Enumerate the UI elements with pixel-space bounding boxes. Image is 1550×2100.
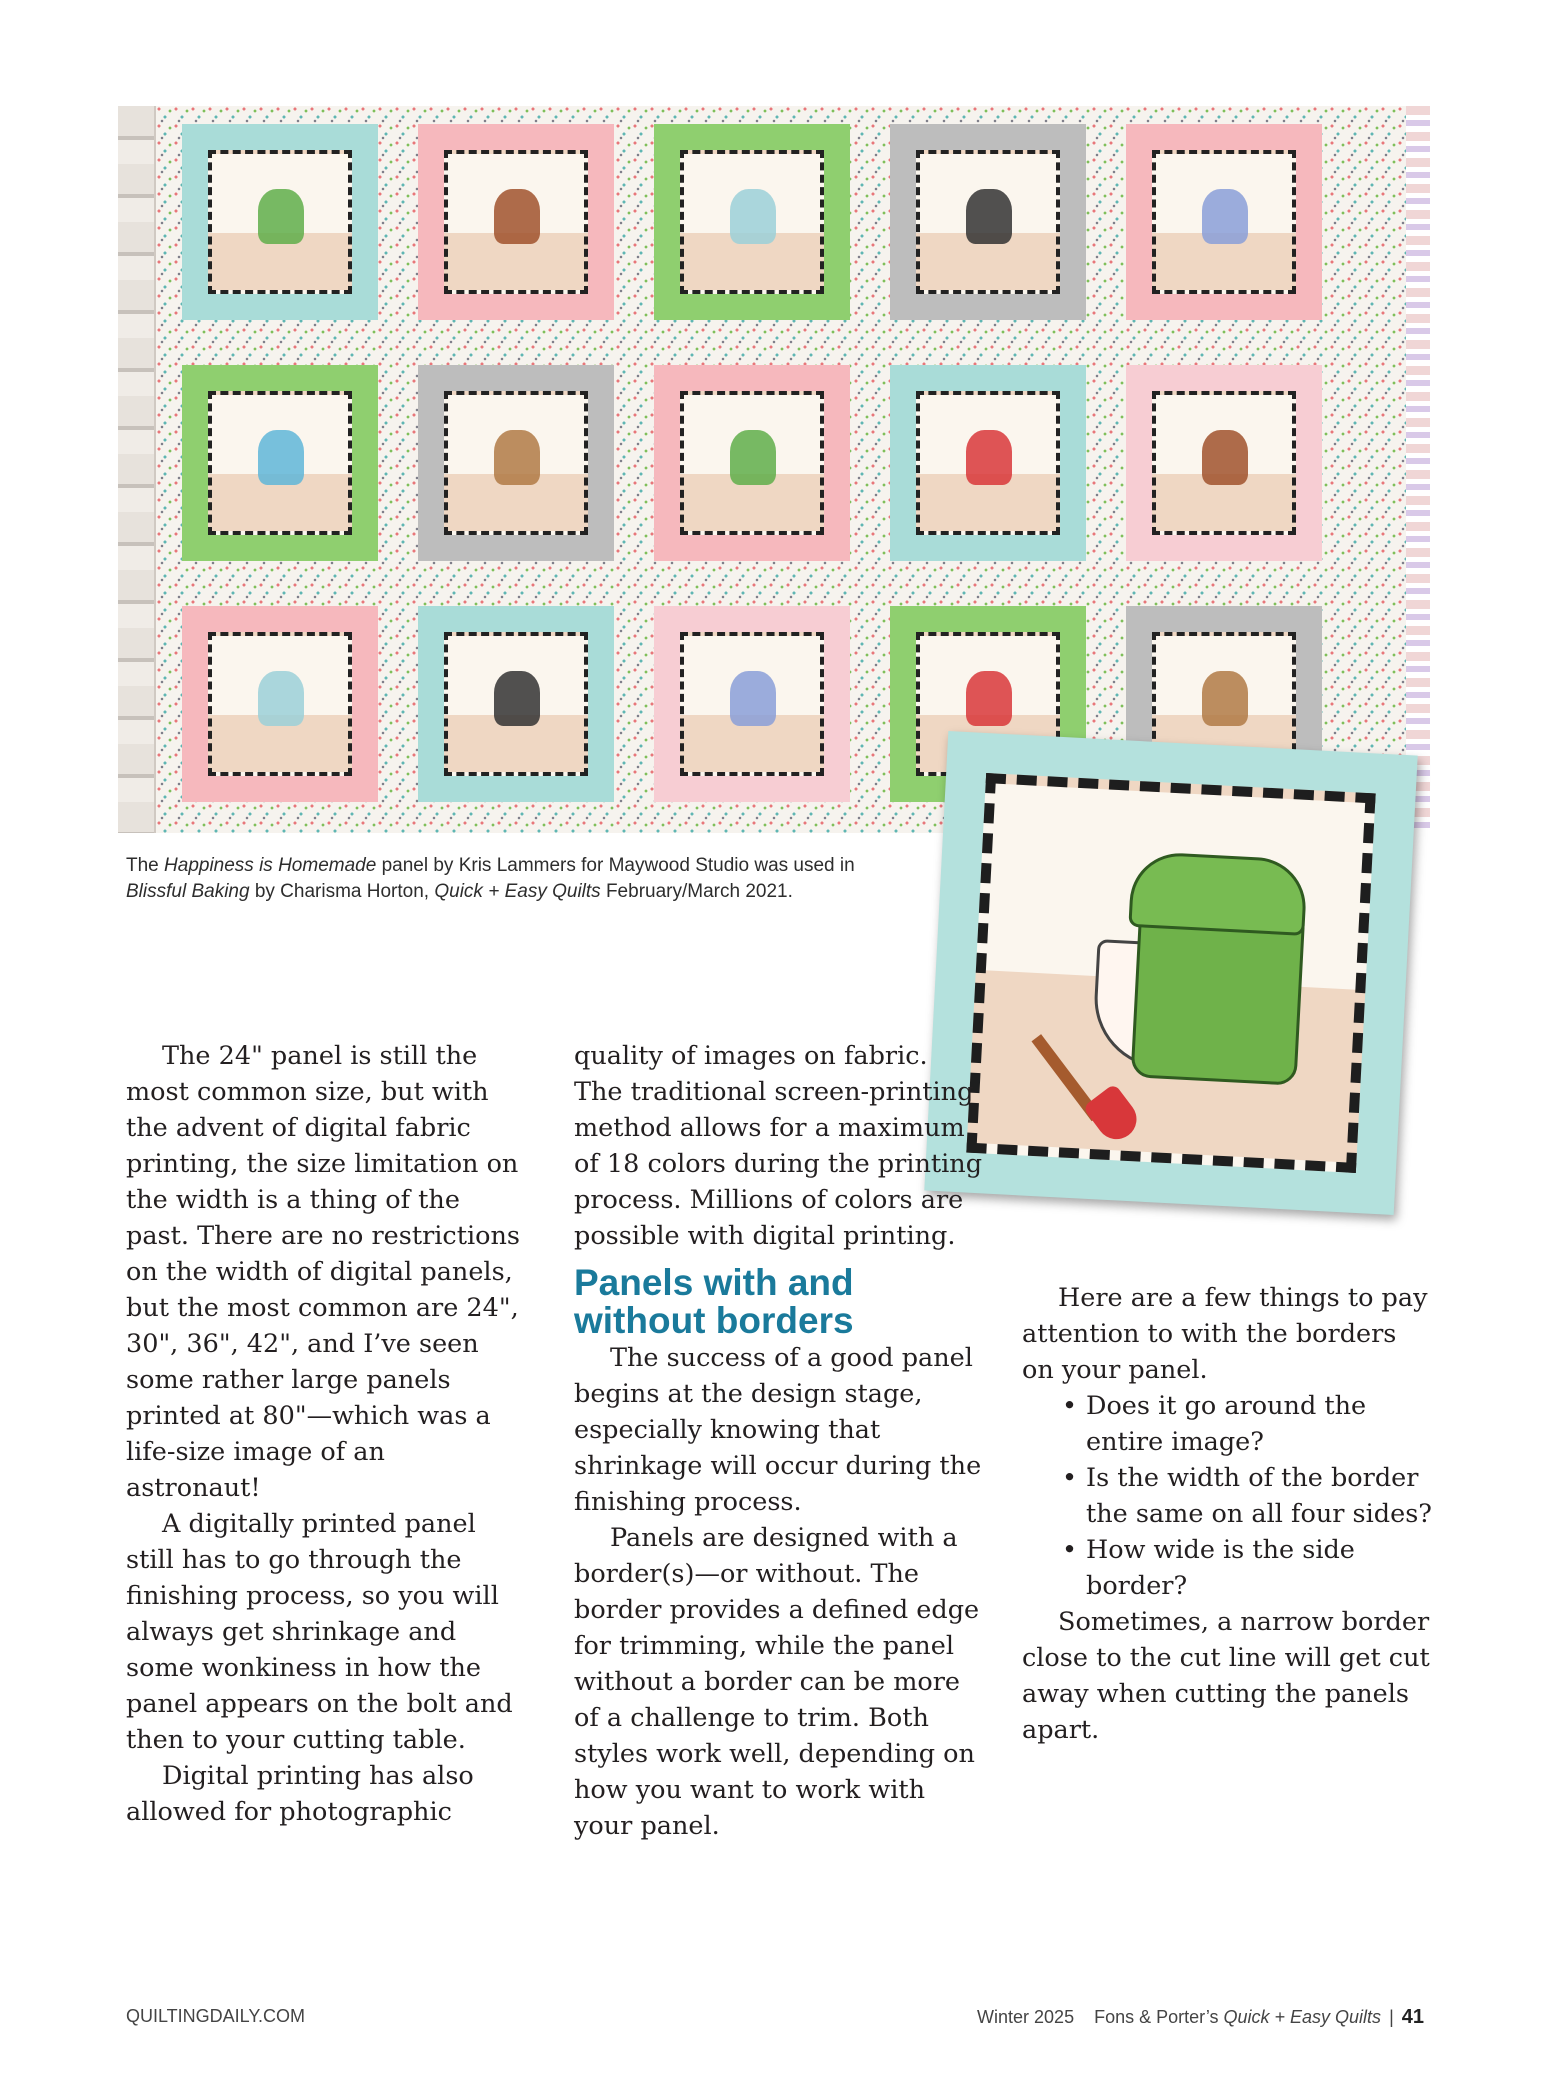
- panel-block-flour-sugar: [182, 606, 378, 802]
- panel-block-red-mixer: [890, 365, 1086, 561]
- panel-block-cake-stand: [1126, 124, 1322, 320]
- paragraph: The 24" panel is still the most common size, but with the advent of digital fabric printing, the size limitation on the width is a thing of the past. There are no restrictions on the width of digital panels, but the most common are 24", 30", 36", 42", and I’ve seen some rather large panels printed at 80"—which was a life-size image of an astronaut!: [126, 1041, 520, 1503]
- panel-block-cake-stand: [654, 606, 850, 802]
- block-illustration: [494, 189, 540, 243]
- selvage-left-edge: [118, 106, 156, 833]
- block-dashed-frame: [208, 150, 352, 294]
- block-dashed-frame: [1152, 391, 1296, 535]
- block-dashed-frame: [916, 391, 1060, 535]
- closeup-dashed-border: [966, 773, 1375, 1173]
- mixer-block-closeup-image: [924, 731, 1417, 1215]
- panel-block-mixer: [182, 124, 378, 320]
- block-dashed-frame: [444, 632, 588, 776]
- footer-website: QUILTINGDAILY.COM: [126, 2006, 306, 2026]
- block-illustration: [1202, 430, 1248, 484]
- photo-caption: The Happiness is Homemade panel by Kris Lammers for Maywood Studio was used in Blissful Baking by Charisma Horton, Quick + Easy Quilts February/March 2021.: [126, 855, 855, 902]
- block-dashed-frame: [1152, 150, 1296, 294]
- block-illustration: [730, 671, 776, 725]
- selvage-right-edge: [1406, 106, 1430, 833]
- block-illustration: [966, 430, 1012, 484]
- footer-issue-info: Winter 2025 Fons & Porter’s Quick + Easy Quilts | 41: [977, 2006, 1424, 2028]
- article-column-1: [126, 1038, 526, 1830]
- block-illustration: [494, 430, 540, 484]
- paragraph: The success of a good panel begins at the design stage, especially knowing that shrinkage will occur during the finishing process.: [574, 1343, 982, 1517]
- block-dashed-frame: [208, 391, 352, 535]
- paragraph: Digital printing has also allowed for photographic: [126, 1761, 474, 1827]
- panel-block-cookbooks: [182, 365, 378, 561]
- block-dashed-frame: [208, 632, 352, 776]
- block-dashed-frame: [680, 391, 824, 535]
- panel-block-utensil-crock: [890, 124, 1086, 320]
- block-illustration: [258, 189, 304, 243]
- article-column-3: [1022, 1280, 1432, 1748]
- block-illustration: [730, 430, 776, 484]
- block-dashed-frame: [680, 150, 824, 294]
- paragraph: A digitally printed panel still has to go through the finishing process, so you will always get shrinkage and some wonkiness in how the panel appears on the bolt and then to your cutting table.: [126, 1509, 513, 1755]
- block-dashed-frame: [916, 150, 1060, 294]
- panel-block-utensil-crock: [418, 606, 614, 802]
- spatula-head-illustration: [1082, 1083, 1144, 1147]
- panel-block-mixing-bowl: [654, 365, 850, 561]
- caption-panel-title: Happiness is Homemade: [164, 855, 377, 876]
- panel-block-flour-canister: [418, 365, 614, 561]
- mixer-head-illustration: [1128, 851, 1308, 936]
- block-illustration: [1202, 671, 1248, 725]
- border-checklist: [1022, 1388, 1432, 1604]
- caption-quilt-title: Blissful Baking: [126, 881, 250, 902]
- block-illustration: [730, 189, 776, 243]
- panel-block-flour-sugar: [654, 124, 850, 320]
- paragraph: quality of images on fabric. The traditional screen-printing method allows for a maximum of 18 colors during the printing process. Millions of colors are possible with digital printing.: [574, 1041, 983, 1251]
- block-dashed-frame: [444, 150, 588, 294]
- list-item: • How wide is the side border?: [1062, 1532, 1432, 1604]
- page-number: 41: [1401, 2006, 1424, 2028]
- paragraph: Panels are designed with a border(s)—or without. The border provides a defined edge for trimming, while the panel without a border can be more of a challenge to trim. Both styles work well, depending on how you want to work with your panel.: [574, 1523, 980, 1841]
- block-illustration: [258, 430, 304, 484]
- list-item: • Is the width of the border the same on all four sides?: [1062, 1460, 1432, 1532]
- article-column-2: [574, 1038, 984, 1844]
- block-dashed-frame: [680, 632, 824, 776]
- block-illustration: [966, 189, 1012, 243]
- footer-separator: |: [1389, 2007, 1394, 2027]
- caption-magazine-title: Quick + Easy Quilts: [434, 881, 601, 902]
- section-heading: Panels with and without borders: [574, 1262, 854, 1341]
- block-illustration: [494, 671, 540, 725]
- panel-block-cake: [418, 124, 614, 320]
- panel-block-cake: [1126, 365, 1322, 561]
- block-dashed-frame: [444, 391, 588, 535]
- block-illustration: [258, 671, 304, 725]
- block-illustration: [1202, 189, 1248, 243]
- block-illustration: [966, 671, 1012, 725]
- list-item: • Does it go around the entire image?: [1062, 1388, 1432, 1460]
- paragraph: Sometimes, a narrow border close to the cut line will get cut away when cutting the panels apart.: [1022, 1607, 1430, 1745]
- paragraph: Here are a few things to pay attention to with the borders on your panel.: [1022, 1283, 1428, 1385]
